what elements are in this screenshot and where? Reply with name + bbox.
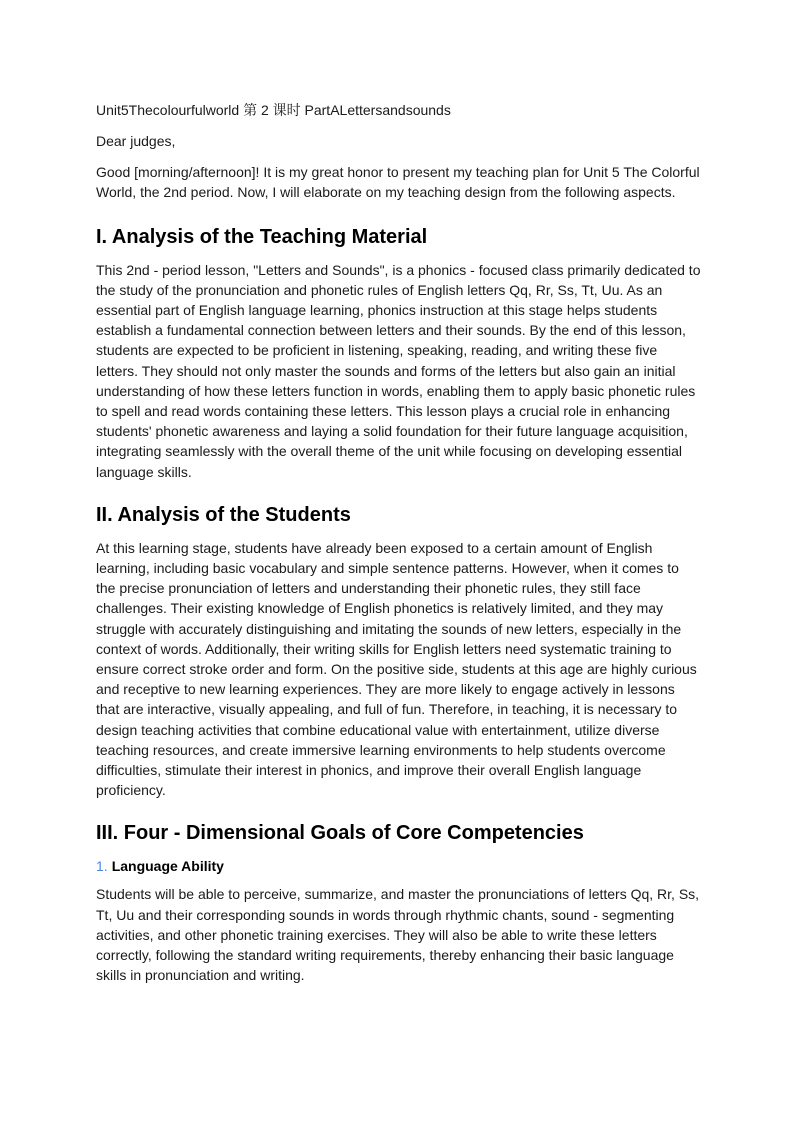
section-body-students: At this learning stage, students have already been exposed to a certain amount of English learning, including basic vocabulary and simple sentence patterns. However, when it comes to the precise pronunciation of letters and understanding their phonetic rules, they still face challenges. Their existing knowledge of English phonetics is relatively limited, and they may struggle with accurately distinguishing and imitating the sounds of new letters, especially in the context of words. Additionally, their writing skills for English letters need systematic training to ensure correct stroke order and form. On the positive side, students at this age are highly curious and receptive to new learning experiences. They are more likely to engage actively in lessons that are interactive, visually appealing, and full of fun. Therefore, in teaching, it is necessary to design teaching activities that combine educational value with entertainment, utilize diverse teaching resources, and create immersive learning environments to help students overcome difficulties, stimulate their interest in phonics, and improve their overall English language proficiency. <box>96 539 697 799</box>
section-body-teaching-material: This 2nd - period lesson, "Letters and Sounds", is a phonics - focused class primarily dedicated to the study of the pronunciation and phonetic rules of English letters Qq, Rr, Ss, Tt, Uu. As an essential part of English language learning, phonics instruction at this stage helps students establish a fundamental connection between letters and their sounds. By the end of this lesson, students are expected to be proficient in listening, speaking, reading, and writing these five letters. They should not only master the sounds and forms of the letters but also gain an initial understanding of how these letters function in words, enabling them to apply basic phonetic rules to spell and read words containing these letters. This lesson plays a crucial role in enhancing students' phonetic awareness and laying a solid foundation for their future language acquisition, integrating seamlessly with the overall theme of the unit while focusing on developing essential language skills. <box>96 261 701 480</box>
salutation: Dear judges, <box>96 133 176 149</box>
section-heading-teaching-material: I. Analysis of the Teaching Material <box>96 225 428 248</box>
intro-paragraph: Good [morning/afternoon]! It is my great honor to present my teaching plan for Unit 5 The Colorful World, the 2nd period. Now, I will elaborate on my teaching design from the following aspects. <box>96 164 700 201</box>
subsection-heading-language-ability <box>96 856 701 876</box>
document-page <box>96 100 701 996</box>
subsection-number: 1. <box>96 858 108 875</box>
subsection-title: Language Ability <box>111 858 224 875</box>
subsection-body-language-ability: Students will be able to perceive, summarize, and master the pronunciations of letters Qq, Rr, Ss, Tt, Uu and their corresponding sounds in words through rhythmic chants, sound - segmenting activities, and other phonetic training exercises. They will also be able to write these letters correctly, following the standard writing requirements, thereby enhancing their basic language skills in pronunciation and writing. <box>96 886 700 984</box>
section-heading-core-competencies: III. Four - Dimensional Goals of Core Competencies <box>96 822 584 845</box>
document-title: Unit5Thecolourfulworld 第 2 课时 PartALettersandsounds <box>96 102 451 118</box>
section-heading-students: II. Analysis of the Students <box>96 503 351 526</box>
